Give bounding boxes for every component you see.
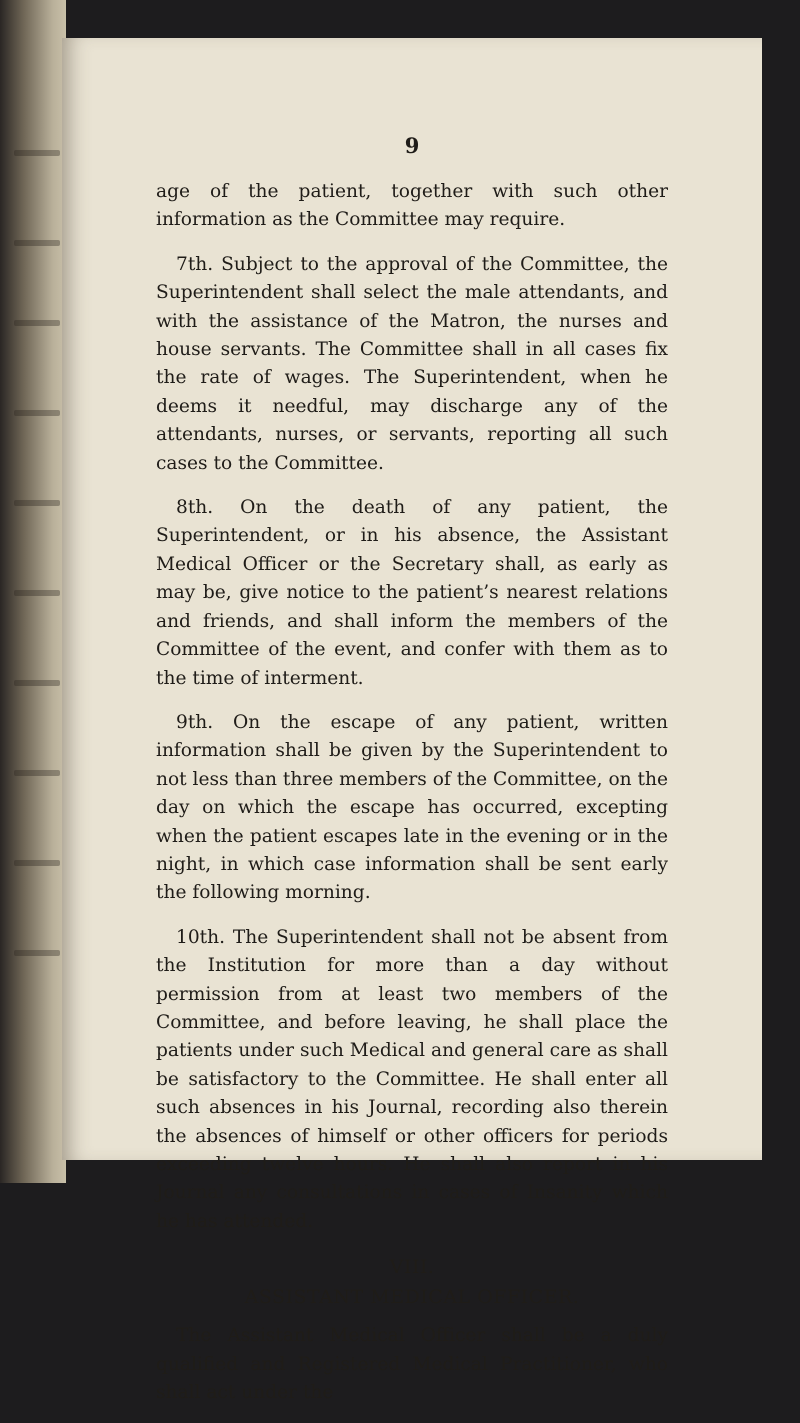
paragraph-7th: 7th. Subject to the approval of the Committee, the Superintendent shall select the male attendants, and with the assistance of the Matron, the nurses and house servants. The Committee shall in all cases fix the rate of wages. The Superintendent, when he deems it needful, may discharge any of the attendants, nurses, or servants, reporting all such cases to the Committee. bbox=[156, 253, 668, 474]
bleed-through-mark bbox=[14, 320, 60, 326]
bleed-through-mark bbox=[14, 410, 60, 416]
section-title: ASSISTANT MEDICAL OFFICER. bbox=[244, 1286, 580, 1309]
bleed-through-mark bbox=[14, 950, 60, 956]
bleed-through-mark bbox=[14, 860, 60, 866]
paragraph-9th: 9th. On the escape of any patient, written information shall be given by the Superintendent to not less than three members of the Committee, on the day on which the escape has occurred, excepting when the patient escapes late in the evening or in the night, in which case information shall be sent early the following morning. bbox=[156, 711, 668, 904]
section-number: VIII. bbox=[389, 1256, 435, 1279]
bleed-through-mark bbox=[14, 500, 60, 506]
bleed-through-mark bbox=[14, 590, 60, 596]
bleed-through-mark bbox=[14, 680, 60, 686]
book-page bbox=[62, 38, 762, 1404]
bleed-through-mark bbox=[14, 150, 60, 156]
bleed-through-mark bbox=[14, 770, 60, 776]
paragraph-10th: 10th. The Superintendent shall not be absent from the Institution for more than a day without permission from at least two members of the Committee, and before leaving, he shall place the patients under such Medical and general care as shall be satisfactory to the Committee. He shall enter all such absences in his Journal, recording also therein the absences of himself or other officers for periods exceeding twelve hours. He shall also report in his Journal any consultations in cases of Insanity which he has attended. bbox=[156, 926, 668, 1232]
facing-page-edge bbox=[0, 0, 66, 1183]
page-body bbox=[156, 178, 668, 1423]
paragraph-continuation: age of the patient, together with such other information as the Committee may require. bbox=[156, 181, 668, 231]
page-number: 9 bbox=[404, 133, 420, 158]
paragraph-8th: 8th. On the death of any patient, the Superintendent, or in his absence, the Assistant Medical Officer or the Secretary shall, as early as may be, give notice to the patient’s nearest relations and friends, and shall inform the members of the Committee of the event, and confer with them as to the time of interment. bbox=[156, 497, 668, 689]
bleed-through-mark bbox=[14, 240, 60, 246]
section-paragraph: The Assistant Medical Officer shall be a duly qualified and Registered Medical Practitioner, who shall act under the bbox=[156, 1325, 668, 1404]
